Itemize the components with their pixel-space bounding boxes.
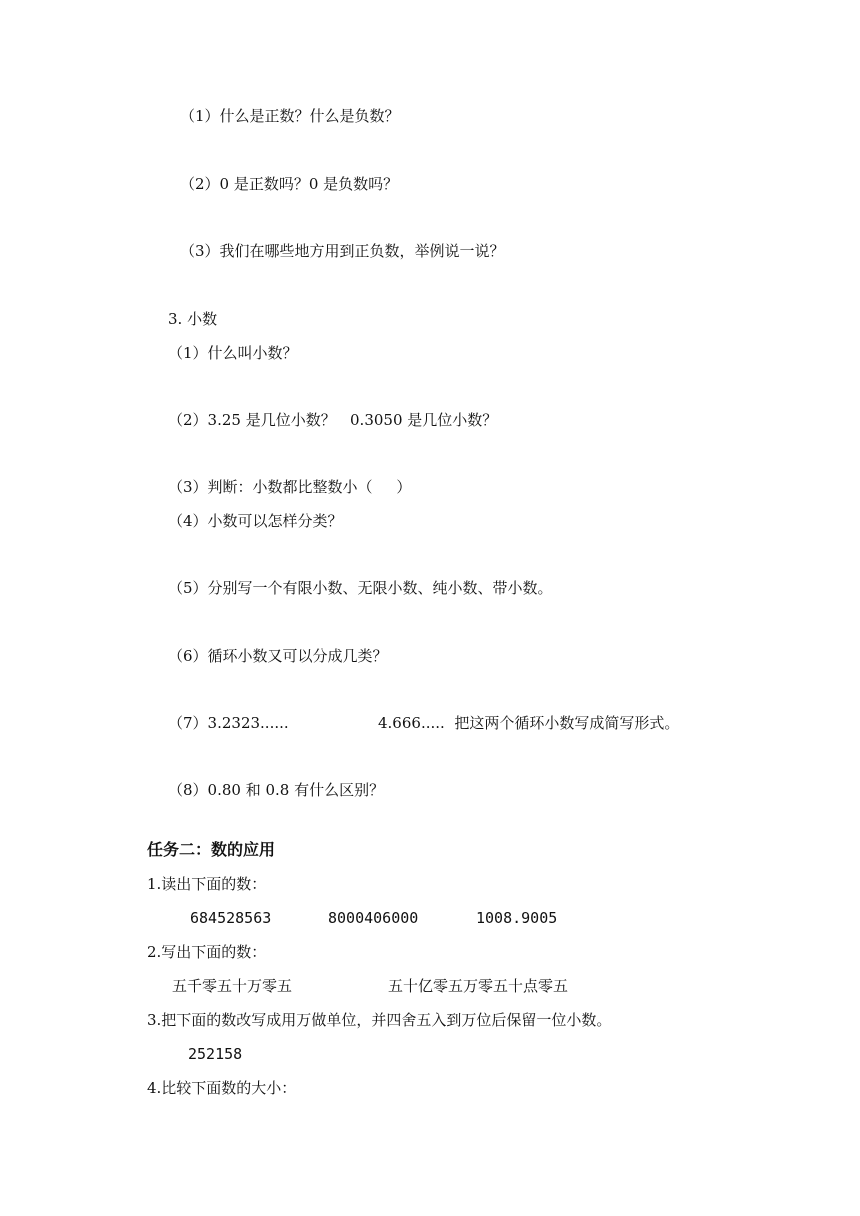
task2-item3-label: 3.把下面的数改写成用万做单位，并四舍五入到万位后保留一位小数。 bbox=[147, 1011, 612, 1029]
decimals-question-8: （8）0.80 和 0.8 有什么区别？ bbox=[168, 781, 385, 799]
decimals-question-5: （5）分别写一个有限小数、无限小数、纯小数、带小数。 bbox=[168, 579, 553, 597]
task2-item2-label: 2.写出下面的数： bbox=[147, 943, 267, 961]
write-number-2: 五十亿零五万零五十点零五 bbox=[388, 977, 569, 995]
write-number-1: 五千零五十万零五 bbox=[172, 977, 293, 995]
decimals-question-4: （4）小数可以怎样分类？ bbox=[168, 512, 343, 530]
question-positive-negative-usage: （3）我们在哪些地方用到正负数，举例说一说？ bbox=[180, 242, 505, 260]
task2-item1-label: 1.读出下面的数： bbox=[147, 875, 267, 893]
task2-title: 任务二：数的应用 bbox=[147, 840, 276, 859]
decimals-question-7b: 4.666..... 把这两个循环小数写成简写形式。 bbox=[378, 714, 680, 732]
read-number-2: 8000406000 bbox=[328, 909, 419, 927]
decimals-question-7a: （7）3.2323...... bbox=[168, 714, 289, 732]
decimals-question-1: （1）什么叫小数？ bbox=[168, 344, 298, 362]
decimals-question-6: （6）循环小数又可以分成几类？ bbox=[168, 647, 388, 665]
question-zero-sign: （2）0 是正数吗？0 是负数吗？ bbox=[180, 175, 399, 193]
decimals-question-3: （3）判断：小数都比整数小（ ） bbox=[168, 478, 412, 496]
task2-item4-label: 4.比较下面数的大小： bbox=[147, 1079, 297, 1097]
read-number-1: 684528563 bbox=[190, 909, 272, 927]
decimals-heading: 3. 小数 bbox=[168, 310, 218, 328]
question-positive-negative-definition: （1）什么是正数？什么是负数？ bbox=[180, 107, 400, 125]
decimals-question-2: （2）3.25 是几位小数？ 0.3050 是几位小数？ bbox=[168, 411, 498, 429]
read-number-3: 1008.9005 bbox=[476, 909, 558, 927]
round-number: 252158 bbox=[188, 1045, 243, 1063]
